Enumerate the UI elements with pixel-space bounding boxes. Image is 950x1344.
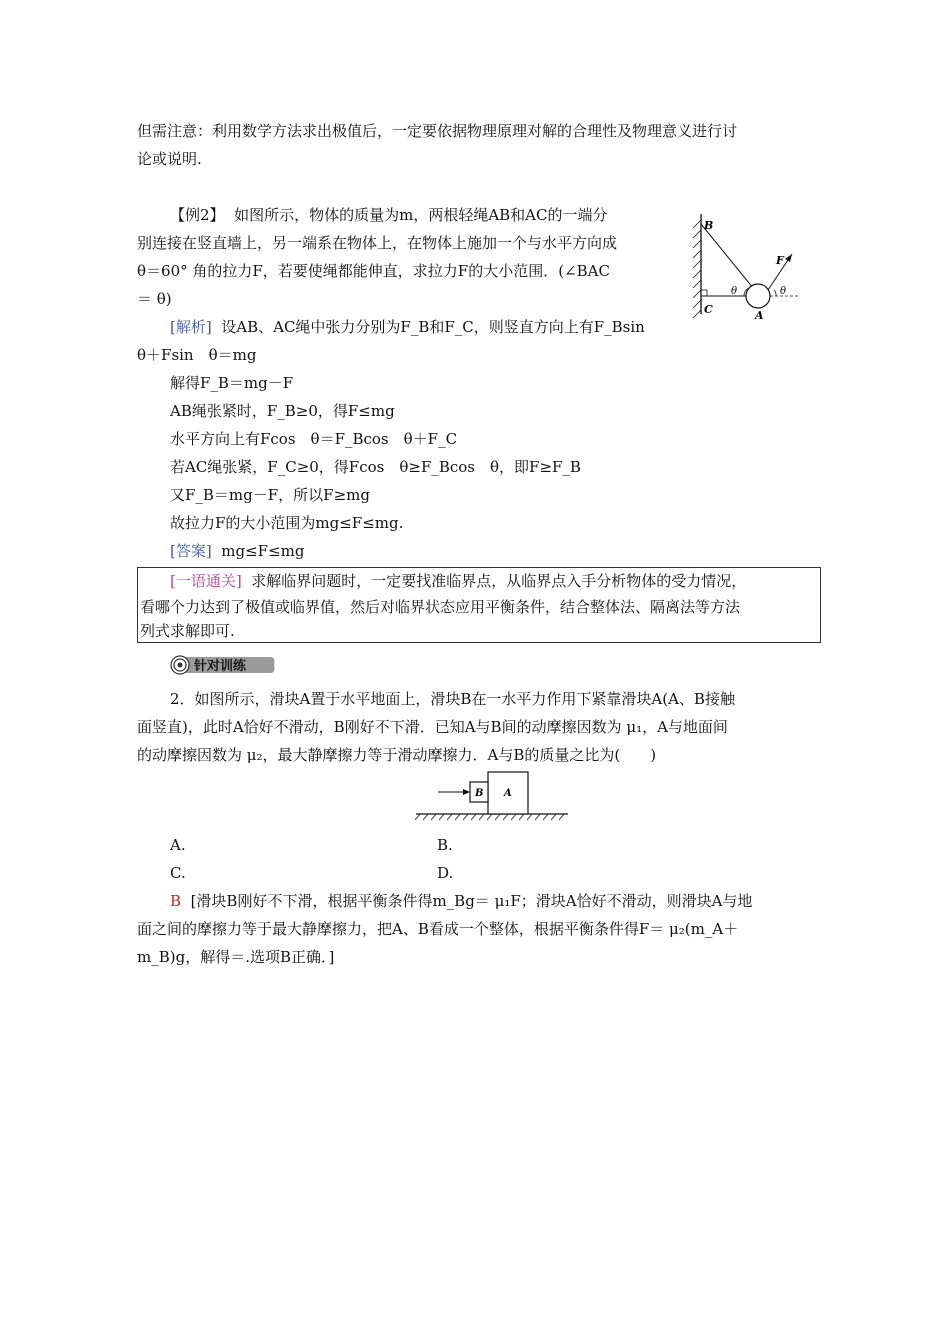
label-f: F [776,254,784,267]
tip-text-1: 求解临界问题时，一定要找准临界点，从临界点入手分析物体的受力情况， [251,572,747,590]
analysis-line-8: 故拉力F的大小范围为mg≤F≤mg. [170,514,404,532]
example-tag: 【例2】 [170,206,225,224]
tip-line-3: 列式求解即可. [140,622,235,640]
block-figure [412,770,572,826]
label-theta-1: θ [731,286,738,297]
solution-text-1: [滑块B刚好不下滑，根据平衡条件得m_Bg＝ μ₁F；滑块A恰好不滑动，则滑块A与地 [190,892,753,910]
example-line-1 [170,204,608,226]
label-c: C [704,303,713,316]
tip-tag: [一语通关] [170,572,242,590]
tip-line-1 [170,570,746,592]
analysis-line-6: 若AC绳张紧，F_C≥0，得Fcos θ≥F_Bcos θ，即F≥F_B [170,458,581,476]
analysis-line-2: θ＋Fsin θ＝mg [137,346,257,364]
option-a: A. [170,836,186,854]
option-c: C. [170,864,186,882]
training-badge-label: 针对训练 [194,659,247,674]
example-text-1: 如图所示，物体的质量为m，两根轻绳AB和AC的一端分 [234,206,608,224]
solution-key: B [170,892,182,910]
analysis-line-7: 又F_B＝mg－F，所以F≥mg [170,486,370,504]
example-line-4: ＝ θ) [137,290,172,308]
intro-line-2: 论或说明. [137,150,202,168]
intro-line-1: 但需注意：利用数学方法求出极值后，一定要依据物理原理对解的合理性及物理意义进行讨 [137,122,738,140]
solution-line-3: m_B)g，解得＝.选项B正确．] [137,948,335,966]
label-a: A [755,309,764,322]
tip-line-2: 看哪个力达到了极值或临界值，然后对临界状态应用平衡条件，结合整体法、隔离法等方法 [140,598,741,616]
option-b: B. [437,836,453,854]
block-label-b: B [475,788,484,799]
analysis-line-4: AB绳张紧时，F_B≥0，得F≤mg [170,402,395,420]
answer-line [170,540,304,562]
question-line-1: 2．如图所示，滑块A置于水平地面上，滑块B在一水平力作用下紧靠滑块A(A、B接触 [170,690,735,708]
training-badge [170,655,278,675]
option-d: D. [437,864,454,882]
analysis-text-1: 设AB、AC绳中张力分别为F_B和F_C，则竖直方向上有F_Bsin [221,318,645,336]
solution-line-2: 面之间的摩擦力等于最大静摩擦力，把A、B看成一个整体，根据平衡条件得F＝ μ₂(m_A＋ [137,920,739,938]
solution-line-1 [170,890,752,912]
label-theta-2: θ [780,286,787,297]
answer-text: mg≤F≤mg [221,542,305,560]
question-line-3: 的动摩擦因数为 μ₂，最大静摩擦力等于滑动摩擦力．A与B的质量之比为( ) [137,746,657,764]
analysis-line-1 [170,316,645,338]
rope-ball-figure [688,210,813,322]
analysis-line-3: 解得F_B＝mg－F [170,374,294,392]
example-line-2: 别连接在竖直墙上，另一端系在物体上，在物体上施加一个与水平方向成 [137,234,618,252]
block-label-a: A [504,788,512,799]
question-line-2: 面竖直)，此时A恰好不滑动，B刚好不下滑．已知A与B间的动摩擦因数为 μ₁，A与地面间 [137,718,728,736]
analysis-line-5: 水平方向上有Fcos θ＝F_Bcos θ＋F_C [170,430,458,448]
label-b: B [704,219,714,232]
analysis-tag: [解析] [170,318,212,336]
answer-tag: [答案] [170,542,212,560]
example-line-3: θ＝60° 角的拉力F，若要使绳都能伸直，求拉力F的大小范围．(∠BAC [137,262,610,280]
